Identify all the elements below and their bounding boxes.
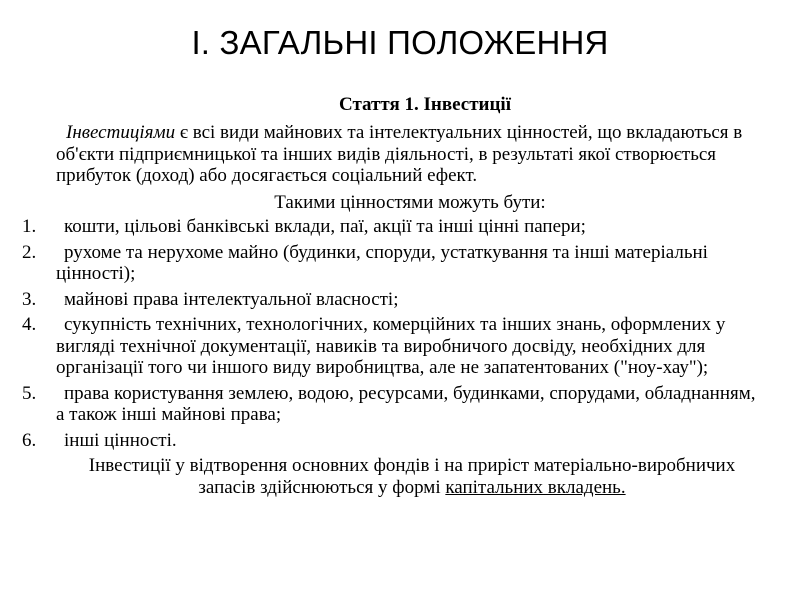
list-item-text: інші цінності. bbox=[64, 429, 177, 451]
list-item bbox=[0, 383, 800, 426]
intro-term: Інвестиціями bbox=[66, 122, 176, 143]
capital-investments-link[interactable]: капітальних вкладень. bbox=[445, 476, 626, 498]
slide-title: І. ЗАГАЛЬНІ ПОЛОЖЕННЯ bbox=[191, 24, 609, 61]
list-item bbox=[0, 242, 800, 285]
list-item bbox=[0, 430, 800, 452]
list-item-text: рухоме та нерухоме майно (будинки, споруди, устаткування та інші матеріальні цінності); bbox=[56, 241, 708, 284]
article-heading: Стаття 1. Інвестиції bbox=[339, 94, 511, 115]
list-item-number: 5. bbox=[22, 382, 37, 404]
document-body bbox=[0, 122, 800, 498]
closing-paragraph bbox=[74, 455, 750, 498]
intro-text: є всі види майнових та інтелектуальних цінностей, що вкладаються в об'єкти підприємницької та інших видів діяльності, в результаті якої створюється прибуток (доход) або досягається соціальний ефект. bbox=[56, 122, 743, 186]
values-list bbox=[0, 216, 800, 451]
list-item bbox=[0, 289, 800, 311]
list-item-text: сукупність технічних, технологічних, комерційних та інших знань, оформлених у вигляді технічної документації, навиків та виробничого досвіду, необхідних для організації того чи іншого виду виробництва, але не запатентованих ("ноу-хау"); bbox=[56, 314, 726, 378]
list-item-number: 6. bbox=[22, 429, 37, 451]
intro-paragraph bbox=[56, 122, 756, 187]
list-item bbox=[0, 216, 800, 238]
list-lead: Такими цінностями можуть бути: bbox=[274, 191, 546, 213]
list-item-number: 4. bbox=[22, 314, 37, 335]
list-item-number: 1. bbox=[22, 216, 37, 237]
list-item-number: 2. bbox=[22, 241, 37, 263]
list-item-text: кошти, цільові банківські вклади, паї, акції та інші цінні папери; bbox=[64, 216, 586, 237]
closing-text: Інвестиції у відтворення основних фондів і на приріст матеріально-виробничих запасів здійснюються у формі bbox=[88, 455, 736, 498]
list-item-text: права користування землею, водою, ресурсами, будинками, спорудами, обладнанням, а також інші майнові права; bbox=[56, 382, 756, 425]
list-item-number: 3. bbox=[22, 288, 37, 310]
list-item-text: майнові права інтелектуальної власності; bbox=[64, 288, 399, 310]
list-item bbox=[0, 314, 800, 379]
